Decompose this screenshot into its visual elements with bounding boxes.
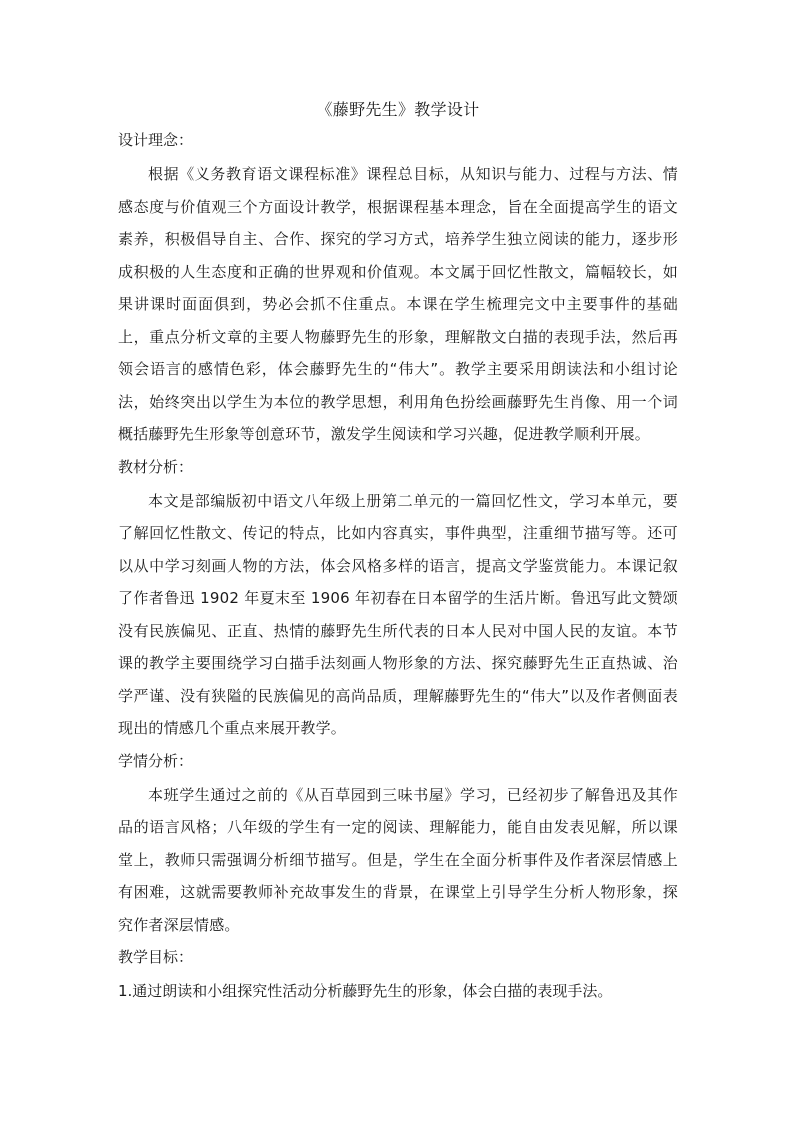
section-paragraph-design-concept: 根据《义务教育语文课程标准》课程总目标，从知识与能力、过程与方法、情感态度与价值观三个方面设计教学，根据课程基本理念，旨在全面提高学生的语文素养，积极倡导自主、合作、探究的学习方式，培养学生独立阅读的能力，逐步形成积极的人生态度和正确的世界观和价值观。本文属于回忆性散文，篇幅较长，如果讲课时面面俱到，势必会抓不住重点。本课在学生梳理完文中主要事件的基础上，重点分析文章的主要人物藤野先生的形象，理解散文白描的表现手法，然后再领会语言的感情色彩，体会藤野先生的“伟大”。教学主要采用朗读法和小组讨论法，始终突出以学生为本位的教学思想，利用角色扮绘画藤野先生肖像、用一个词概括藤野先生形象等创意环节，激发学生阅读和学习兴趣，促进教学顺利开展。 [118,165,678,443]
document-title: 《藤野先生》教学设计 [316,100,480,119]
section-heading-design-concept: 设计理念： [118,131,194,149]
section-heading-teaching-objectives: 教学目标： [118,948,194,966]
objective-item: 1.通过朗读和小组探究性活动分析藤野先生的形象，体会白描的表现手法。 [118,982,613,1000]
section-heading-textbook-analysis: 教材分析： [118,457,194,476]
section-paragraph-textbook-analysis: 本文是部编版初中语文八年级上册第二单元的一篇回忆性文，学习本单元，要了解回忆性散文、传记的特点，比如内容真实，事件典型，注重细节描写等。还可以从中学习刻画人物的方法，体会风格多样的语言，提高文学鉴赏能力。本课记叙了作者鲁迅 1902 年夏末至 1906 年初春在日本留学的生活片断。鲁迅写此文赞颂没有民族偏见、正直、热情的藤野先生所代表的日本人民对中国人民的友谊。本节课的教学主要围绕学习白描手法刻画人物形象的方法、探究藤野先生正直热诚、治学严谨、没有狭隘的民族偏见的高尚品质，理解藤野先生的“伟大”以及作者侧面表现出的情感几个重点来展开教学。 [118,491,678,737]
section-heading-student-analysis: 学情分析： [118,751,194,770]
document-page [118,98,678,1007]
section-paragraph-student-analysis: 本班学生通过之前的《从百草园到三味书屋》学习，已经初步了解鲁迅及其作品的语言风格；八年级的学生有一定的阅读、理解能力，能自由发表见解，所以课堂上，教师只需强调分析细节描写。但是，学生在全面分析事件及作者深层情感上有困难，这就需要教师补充故事发生的背景，在课堂上引导学生分析人物形象，探究作者深层情感。 [118,785,678,934]
